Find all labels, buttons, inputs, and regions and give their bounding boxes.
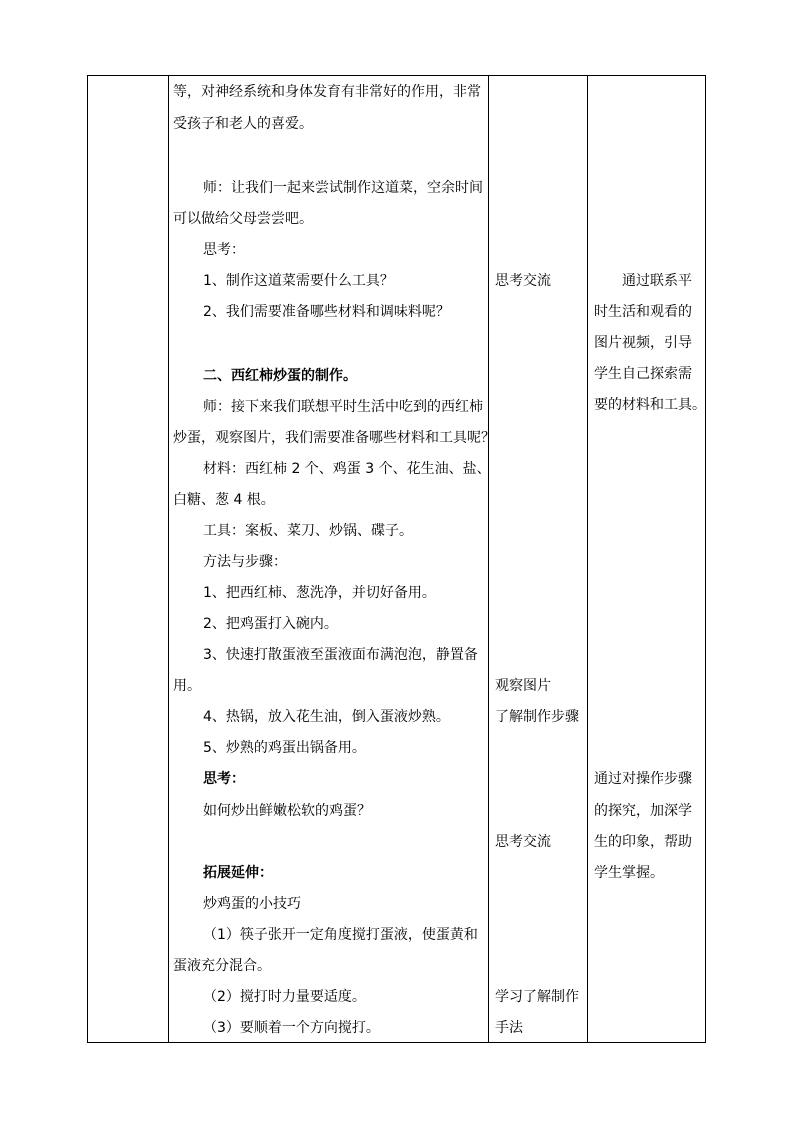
activity-line: 思考交流 bbox=[495, 273, 551, 289]
section-heading: 思考： bbox=[203, 771, 245, 787]
content-line: （2）搅打时力量要适度。 bbox=[203, 989, 366, 1005]
lesson-table bbox=[87, 75, 706, 1043]
section-heading: 拓展延伸： bbox=[203, 865, 273, 881]
content-line: （1）筷子张开一定角度搅打蛋液，使蛋黄和 bbox=[203, 927, 478, 943]
content-line: 白糖、葱 4 根。 bbox=[173, 492, 275, 508]
content-line: 师：接下来我们联想平时生活中吃到的西红柿 bbox=[203, 399, 483, 415]
student-activity-column bbox=[489, 76, 587, 1042]
content-line: 炒蛋，观察图片，我们需要准备哪些材料和工具呢？ bbox=[173, 430, 495, 446]
content-line: 受孩子和老人的喜爱。 bbox=[173, 116, 313, 132]
content-line: 材料：西红柿 2 个、鸡蛋 3 个、花生油、盐、 bbox=[203, 461, 491, 477]
content-line: 2、我们需要准备哪些材料和调味料呢？ bbox=[203, 304, 450, 320]
content-line: 等，对神经系统和身体发育有非常好的作用，非常 bbox=[173, 84, 481, 100]
intent-line: 生的印象，帮助 bbox=[594, 834, 692, 850]
content-line: 1、制作这道菜需要什么工具？ bbox=[203, 273, 394, 289]
content-line: 4、热锅，放入花生油，倒入蛋液炒熟。 bbox=[203, 709, 450, 725]
content-line: 师：让我们一起来尝试制作这道菜，空余时间 bbox=[203, 180, 483, 196]
intent-line: 时生活和观看的 bbox=[594, 304, 692, 320]
intent-line: 要的材料和工具。 bbox=[594, 397, 706, 413]
activity-line: 思考交流 bbox=[495, 834, 551, 850]
content-line: 思考： bbox=[203, 242, 245, 258]
section-heading: 二、西红柿炒蛋的制作。 bbox=[203, 368, 357, 384]
blank-column bbox=[88, 76, 168, 1042]
content-line: 1、把西红柿、葱洗净，并切好备用。 bbox=[203, 585, 436, 601]
activity-line: 学习了解制作 bbox=[495, 989, 579, 1005]
content-line: 蛋液充分混合。 bbox=[173, 958, 271, 974]
content-line: 用。 bbox=[173, 678, 201, 694]
intent-line: 通过对操作步骤 bbox=[594, 771, 692, 787]
intent-line: 的探究，加深学 bbox=[594, 803, 692, 819]
content-line: 5、炒熟的鸡蛋出锅备用。 bbox=[203, 740, 366, 756]
activity-line: 了解制作步骤 bbox=[495, 709, 579, 725]
content-line: 炒鸡蛋的小技巧 bbox=[203, 896, 301, 912]
content-line: （3）要顺着一个方向搅打。 bbox=[203, 1020, 380, 1036]
intent-line: 学生掌握。 bbox=[594, 865, 664, 881]
content-line: 工具：案板、菜刀、炒锅、碟子。 bbox=[203, 523, 413, 539]
content-line: 方法与步骤： bbox=[203, 554, 287, 570]
teaching-content-column bbox=[169, 76, 495, 1042]
intent-line: 通过联系平 bbox=[622, 273, 692, 289]
intent-line: 图片视频，引导 bbox=[594, 335, 692, 351]
activity-line: 手法 bbox=[495, 1020, 523, 1036]
content-line: 2、把鸡蛋打入碗内。 bbox=[203, 616, 338, 632]
content-line: 可以做给父母尝尝吧。 bbox=[173, 211, 313, 227]
intent-line: 学生自己探索需 bbox=[594, 366, 692, 382]
design-intent-column bbox=[588, 76, 706, 1042]
content-line: 如何炒出鲜嫩松软的鸡蛋？ bbox=[203, 803, 371, 819]
activity-line: 观察图片 bbox=[495, 678, 551, 694]
content-line: 3、快速打散蛋液至蛋液面布满泡泡，静置备 bbox=[203, 647, 478, 663]
